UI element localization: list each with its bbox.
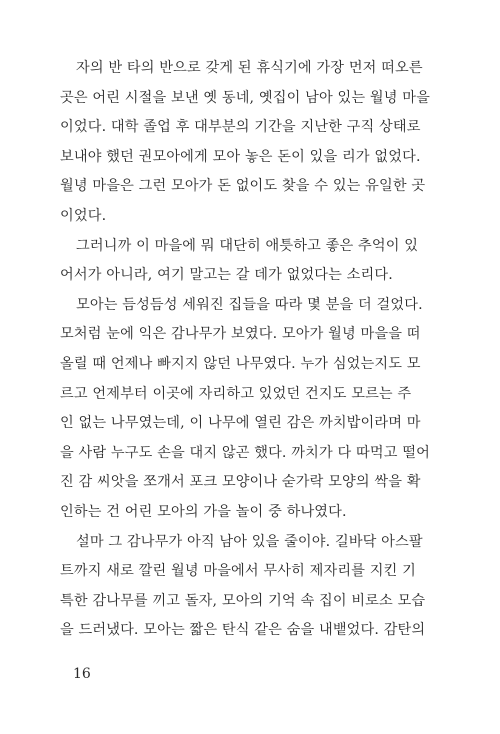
- text-line: 을 드러냈다. 모아는 짧은 탄식 같은 숨을 내뱉었다. 감탄의: [60, 622, 426, 639]
- text-line: 인 없는 나무였는데, 이 나무에 열린 감은 까치밥이라며 마: [60, 415, 421, 432]
- text-line: 르고 언제부터 이곳에 자리하고 있었던 건지도 모르는 주: [60, 385, 412, 402]
- text-line: 진 감 씨앗을 쪼개서 포크 모양이나 숟가락 모양의 싹을 확: [60, 474, 421, 491]
- text-line: 모처럼 눈에 익은 감나무가 보였다. 모아가 월녕 마을을 떠: [60, 326, 421, 343]
- text-line: 자의 반 타의 반으로 갖게 된 휴식기에 가장 먼저 떠오른: [76, 60, 423, 76]
- text-line: 이었다.: [60, 207, 107, 224]
- text-line: 특한 감나무를 끼고 돌자, 모아의 기억 속 집이 비로소 모습: [60, 592, 426, 609]
- text-line: 모아는 듬성듬성 세워진 집들을 따라 몇 분을 더 걸었다.: [76, 296, 423, 313]
- body-text: [60, 54, 430, 646]
- text-line: 이었다. 대학 졸업 후 대부분의 기간을 지난한 구직 상태로: [60, 119, 421, 136]
- text-line: 그러니까 이 마을에 뭐 대단히 애틋하고 좋은 추억이 있: [76, 237, 419, 254]
- text-line: 보내야 했던 권모아에게 모아 놓은 돈이 있을 리가 없었다.: [60, 148, 421, 165]
- text-line: 인하는 건 어린 모아의 가을 놀이 중 하나였다.: [60, 503, 347, 520]
- text-line: 올릴 때 언제나 빠지지 않던 나무였다. 누가 심었는지도 모: [60, 355, 421, 372]
- text-line: 을 사람 누구도 손을 대지 않곤 했다. 까치가 다 따먹고 떨어: [60, 444, 430, 461]
- text-line: 어서가 아니라, 여기 말고는 갈 데가 없었다는 소리다.: [60, 267, 393, 284]
- page-number: 16: [73, 666, 91, 682]
- text-line: 트까지 새로 깔린 월녕 마을에서 무사히 제자리를 지킨 기: [60, 563, 416, 580]
- text-line: 월녕 마을은 그런 모아가 돈 없이도 찾을 수 있는 유일한 곳: [60, 178, 426, 195]
- text-line: 설마 그 감나무가 아직 남아 있을 줄이야. 길바닥 아스팔: [76, 533, 423, 550]
- text-line: 곳은 어린 시절을 보낸 옛 동네, 옛집이 남아 있는 월녕 마을: [60, 89, 430, 106]
